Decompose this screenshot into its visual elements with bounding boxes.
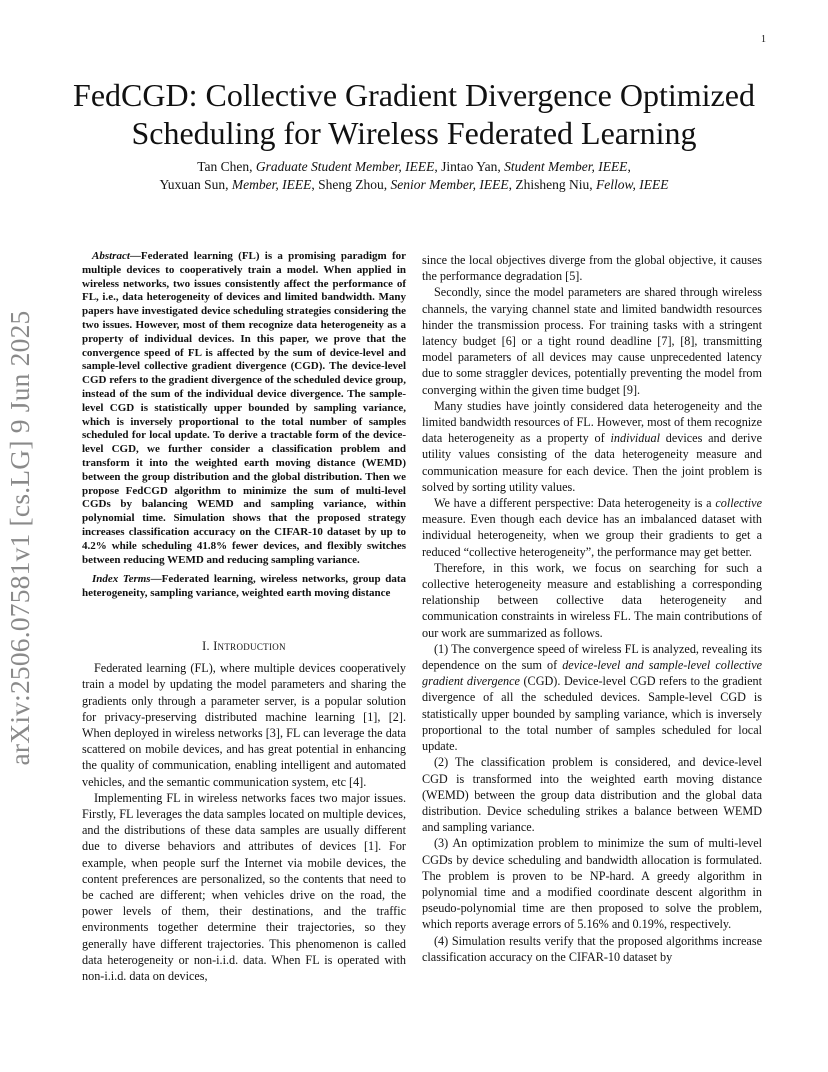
text-run: (1) The convergence speed of wireless FL is analyzed, revealing its dependence on the sum of: [422, 641, 762, 673]
text-run: devices and derive utility values consisting of the data heterogeneity measure and communication measure for each device. Then the joint problem is solved by sorting utility values.: [422, 431, 763, 494]
page-number: 1: [761, 34, 766, 45]
intro-paragraph-2: Implementing FL in wireless networks faces two major issues. Firstly, FL leverages the data samples located on multiple devices, and the distributions of these data samples are usually different due to diverse behaviors and attributes of devices [1]. For example, when people surf the Internet via mobile devices, the content preferences are personalized, so the contents that need to be cached are different; when vehicles drive on the road, the power levels of them, their destinations, and the traffic environments together determine their trajectories, so they generally have different trajectories. This phenomenon is called data heterogeneity or non-i.i.d. data. When FL is operated with non-i.i.d. data on devices,: [82, 790, 406, 983]
arxiv-watermark: [2, 310, 38, 766]
paragraph-perspective: [422, 495, 762, 560]
emphasis: individual: [610, 431, 660, 446]
author-name: Tan Chen,: [197, 159, 256, 174]
contribution-3: (3) An optimization problem to minimize the sum of multi-level CGDs by device scheduling and bandwidth allocation is formulated. The problem is proven to be NP-hard. A greedy algorithm in polynomial time and a modified coordinate descent algorithm in pseudo-polynomial time are then proposed to solve the problem, which reports average errors of 5.16% and 0.19%, respectively.: [422, 836, 762, 932]
index-terms-text: —Federated learning, wireless networks, group data heterogeneity, sampling variance, weighted earth moving distance: [82, 573, 406, 600]
left-column: [82, 250, 406, 984]
title-line-2: Scheduling for Wireless Federated Learning: [131, 115, 697, 151]
contribution-4: (4) Simulation results verify that the proposed algorithms increase classification accuracy on the CIFAR-10 dataset by: [422, 933, 762, 964]
text-run: We have a different perspective: Data heterogeneity is a: [434, 496, 716, 511]
section-title: Introduction: [213, 638, 286, 653]
author-membership: Member, IEEE: [231, 177, 312, 192]
section-heading-introduction: [82, 638, 406, 654]
paper-title: [40, 76, 788, 152]
right-column: [422, 252, 762, 965]
intro-paragraph-1: Federated learning (FL), where multiple devices cooperatively train a model by updating the model parameters and sharing the gradients only through a parameter server, is a popular solution for privacy-preserving distributed machine learning [1], [2]. When deployed in wireless networks [3], FL can leverage the data scattered on mobile devices, and has great potential in enhancing the quality of communication, enabling intelligent and automated vehicles, and the semantic communication system, etc [4].: [82, 661, 406, 789]
title-line-1: FedCGD: Collective Gradient Divergence Optimized: [73, 77, 755, 113]
text-run: (CGD). Device-level CGD refers to the gradient divergence of all the scheduled devices. Sample-level CGD is statistically upper bounded by sampling variance, which is inversely proportional to the total number of samples scheduled for local update.: [422, 674, 762, 754]
section-numeral: I.: [202, 638, 214, 653]
contribution-2: (2) The classification problem is considered, and device-level CGD is transformed into the weighted earth moving distance (WEMD) between the group data distribution and the global data distribution. Device scheduling strikes a balance between WEMD and sampling variance.: [422, 755, 762, 835]
arxiv-identifier: arXiv:2506.07581v1 [cs.LG] 9 Jun 2025: [4, 310, 35, 766]
author-name: , Sheng Zhou,: [311, 177, 391, 192]
paragraph-continued: since the local objectives diverge from the global objective, it causes the performance degradation [5].: [422, 253, 762, 284]
author-name: , Zhisheng Niu,: [508, 177, 596, 192]
author-membership: Senior Member, IEEE: [390, 177, 509, 192]
abstract-label: Abstract: [92, 250, 130, 262]
index-terms: [82, 573, 406, 601]
author-name: , Jintao Yan,: [434, 159, 505, 174]
emphasis: device-level and sample-level collective gradient divergence: [422, 658, 763, 689]
author-membership: Student Member, IEEE: [504, 159, 628, 174]
contribution-1: [422, 641, 762, 754]
author-membership: Graduate Student Member, IEEE: [255, 159, 435, 174]
author-membership: Fellow, IEEE: [595, 177, 669, 192]
paragraph-related-work: [422, 398, 762, 495]
abstract: [82, 250, 406, 567]
author-name: Yuxuan Sun,: [159, 177, 232, 192]
text-run: Many studies have jointly considered data heterogeneity and the limited bandwidth resources of FL. However, most of them recognize data heterogeneity as a property of: [422, 398, 762, 446]
paragraph-focus: Therefore, in this work, we focus on searching for such a collective heterogeneity measure and establishing a corresponding relationship between collective data heterogeneity and communication constraints in wireless FL. The main contributions of our work are summarized as follows.: [422, 560, 762, 640]
abstract-text: —Federated learning (FL) is a promising paradigm for multiple devices to cooperatively train a model. When applied in wireless networks, two issues consistently affect the performance of FL, i.e., data heterogeneity of devices and limited bandwidth. Many papers have investigated device scheduling strategies considering the two issues. However, most of them recognize data heterogeneity as a property of individual devices. In this paper, we prove that the convergence speed of FL is affected by the sum of device-level and sample-level collective gradient divergence (CGD). The device-level CGD refers to the gradient divergence of the scheduled device group, instead of the sum of the individual device divergence. The sample-level CGD is statistically upper bounded by sampling variance, which is inversely proportional to the total number of samples scheduled for local update. To derive a tractable form of the device-level CGD, we further consider a classification problem and transform it into the weighted earth moving distance (WEMD) between the group distribution and the global distribution. Then we propose FedCGD algorithm to minimize the sum of multi-level CGDs by balancing WEMD and sampling variance, within polynomial time. Simulation shows that the proposed strategy increases classification accuracy on the CIFAR-10 dataset by up to 4.2% while scheduling 41.8% fewer devices, and flexibly switches between reducing WEMD and reducing sampling variance.: [82, 250, 406, 566]
author-separator: ,: [627, 159, 631, 174]
paragraph-bandwidth: Secondly, since the model parameters are shared through wireless channels, the varying channel state and limited bandwidth resources hinder the transmission process. For training tasks with a stringent latency budget [6] or a tight round deadline [7], [8], transmitting model parameters of all devices may cause unprecedented latency due to some straggler devices, potentially preventing the model from converging within the given time budget [9].: [422, 285, 762, 397]
text-run: measure. Even though each device has an imbalanced dataset with individual heterogeneity, when we group their gradients to get a reduced “collective heterogeneity”, the performance may get better.: [422, 512, 762, 559]
emphasis: collective: [715, 496, 762, 511]
author-list: [40, 158, 788, 194]
index-terms-label: Index Terms: [92, 573, 151, 586]
